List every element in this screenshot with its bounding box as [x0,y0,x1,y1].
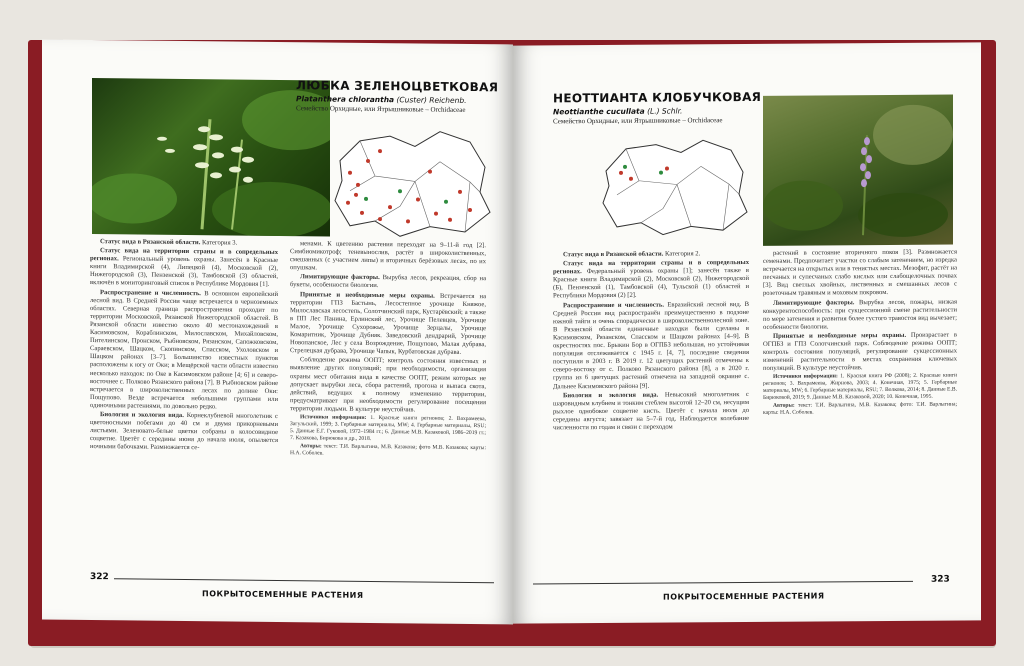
orchid-illustration-right [763,95,953,246]
status2-heading: Статус вида на территории страны и в сопредельных регионах. [90,247,278,263]
measures-heading: Принятые и необходимые меры охраны. [773,331,907,340]
biology-heading: Биология и экология вида. [100,411,184,419]
page-number: 323 [931,574,950,585]
distribution-map-left [320,120,500,242]
status-heading: Статус вида в Рязанской области. [563,250,664,259]
footer-rule [533,581,913,585]
col2-text1: менами. К цветению растения переходят на 9–11-й год [2]. Симбиомикотроф; теневынослив, растёт в широколиственных, смешанных (с участием липы) и вторичных берёзовых лесах, по их опушкам. [290,240,486,272]
page-footer: ПОКРЫТОСЕМЕННЫЕ РАСТЕНИЯ [202,589,364,600]
measures-heading: Принятые и необходимые меры охраны. [300,290,435,300]
species-title: ЛЮБКА ЗЕЛЕНОЦВЕТКОВАЯ [296,78,499,95]
latin-author: (L.) Schlr. [647,106,683,116]
orchid-illustration-left [92,78,330,236]
status2-text: Региональный уровень охраны. Занесён в Красные книги Владимирской (4), Липецкой (4), Московской (2), Нижегородской (3), Пензенской (3), Тамбовской (3) областей, включён в мониторинговый список в Республике Мордовия [1]. [90,255,278,289]
status-text: Категория 2. [665,250,701,258]
measures-text: Произрастает в ОГПБЗ и ГПЗ Солотчинский парк. Соблюдение режима ООПТ; контроль состояния популяций, регулирование сукцессионных изменений растительности в местах сохранения ключевых популяций. В культуре неустойчив. [763,331,957,373]
latin-genus-species: Neottianthe cucullata [553,106,645,117]
sources-heading: Источники информации: [300,414,367,421]
biology-text: Корнеклубневой многолетник с цветоносными побегами до 40 см и двумя прикорневыми листьями. Зеленовато-белые цветки собраны в колосовидное соцветие. Цветёт с середины июня до начала июля, опыляется ночными бабочками. Размножается се- [90,412,278,452]
right-column-1 [553,250,749,541]
right-page [513,42,981,623]
distribution-text: В основном европейский лесной вид. В Средней России чаще встречается в черноземных областях. Северная граница распространения проходит по территории Московской, Рязанской Нижегородской областей. В Рязанской области известно около 40 местонахождений в Касимовском, Кораблинском, Милославском, Михайловском, Пителинском, Пронском, Рыбновском, Рязанском, Сапожковском, Сараевском, Шацком, Скопинском, Спасском, Ухоловском и Шацком районах [3–7]. Большинство известных пунктов расположены к югу от Оки; в Мещёрской части области известно несколько находок: по Оке в Касимовском районе [4; 6] и северо-восточнее с. Полково Рязанского района [7]. В Рыбновском районе встречается в широколиственных лесах по долине Оки: Пощупово. Везде встречается небольшими группами или одиночными растениями, по довольно редко. [90,289,279,411]
authors-heading: Авторы: [773,403,795,410]
authors-text: текст: Т.И. Варлыгина, М.В. Казакова; фото М.В. Казакова; карты: Н.А. Соболев. [290,443,486,457]
limiting-heading: Лимитирующие факторы. [300,273,380,282]
latin-name [296,94,467,105]
page-number: 322 [90,572,109,583]
status-heading: Статус вида в Рязанской области. [100,238,201,247]
footer-rule [114,578,494,583]
left-column-2 [290,240,486,542]
limiting-text: Вырубка лесов, пожары, низкая конкурентоспособность: при сукцессионной смене растительности по мере затенения и развития более густого травостоя вид вычезает; особенности биологии. [763,298,957,331]
status-text: Категория 3. [202,239,238,247]
distribution-text: Евразийский лесной вид. В Средней России вид распространён преимущественно в подзоне южной тайги и очень спорадически в широколиственнолесной зоне. В Рязанской области единичные находки были сделаны в Касимовском, Рязанском, Спасском и Шацком районах [4–9]. В окрестностях пос. Брыкин Бор в ОГПБЗ небольшая, но устойчивая популяция отслеживается с 1945 г. [4, 7], последние сведения поступили в 2003 г. В 2019 г. 12 цветущих растений отмечены к северо-востоку от с. Полково Рязанского района [8], а в 2020 г. группа из 6 цветущих растений отмечена на западной окраине с. Дальнее Касимовского района [9]. [553,300,749,390]
col2-text2: Соблюдение режима ООПТ; контроль состояния известных и выявление других популяций; при необходимости, организация охраны мест обитания вида в качестве ООПТ, режим которых не допускает вырубки леса, сбора растений, прогона и выпаса скота, действий, ведущих к полному изменению территории, предусматривает при необходимости регулирование посещения территории людьми. В культуре неустойчив. [290,356,486,414]
latin-name [553,106,682,116]
orchid-photo-left [92,78,330,236]
family-line: Семейство Орхидные, или Ятрышниковые – Orchidaceae [553,116,723,126]
sources-text: 1. Красная книга РФ (2008); 2. Красные книги регионов; 3. Вахрамеева, Жирнова, 2003; 4. Конечная, 1975; 5. Гербарные материалы, MW; 6. Гербарные материалы, RSU; 7. Волкова, 2014; 8. Данные Е.В. Бирюковой, 2019; 9. Данные М.В. Казаковой, 2020; 10. Конечная, 1995. [763,372,957,402]
left-column-1 [90,238,278,540]
status2-text: Федеральный уровень охраны [1]; занесён также в Красные книги Владимирской (2), Московской (2), Нижегородской (Б), Пензенской (1), Тамбовской (4), Тульской (1) областей и Республики Мордовия (2) [2]. [553,267,749,300]
latin-genus-species: Platanthera chlorantha [296,94,395,105]
status2-heading: Статус вида на территории страны и в сопредельных регионах. [553,259,749,276]
authors-text: текст: Т.И. Варлыгина, М.В. Казакова; фото: Т.И. Варлыгина; карты: Н.А. Соболев. [763,401,957,417]
col2-text1: растений в состояние вторичного покоя [3]. Размножается семенами. Предпочитает участки со слабым затенением, но изредка встречается на открытых или в тенистых местах. Мезофит, растёт на песчаных и супесчаных слабо кислых или слабощелочных почвах [3]. Вид светлых хвойных, лиственных и смешанных лесов с розеточным травяным и моховым покровом. [763,248,957,298]
limiting-text: Вырубка лесов, рекреация, сбор на букеты, особенности биологии. [290,274,487,290]
page-footer: ПОКРЫТОСЕМЕННЫЕ РАСТЕНИЯ [663,591,825,602]
distribution-heading: Распространение и численность. [100,288,201,297]
family-line: Семейство Орхидные, или Ятрышниковые – Orchidaceae [296,104,466,114]
biology-text: Невысокий многолетник с шаровидным клубнем и тонким стеблем высотой 12–20 см, несущим рыхлое однобокое соцветие кисть. Цветёт с начала июля до середины августа; завязает на 5–7-й год. Наблюдается колебание численности по годам и связи с переходом [553,390,749,432]
distribution-heading: Распространение и численность. [563,301,665,309]
measures-text: Встречается на территории ГПЗ Бастынь, Лесостепное урочище Княжое, Милославская лесостепь, Солотчинский парк, Кустарёвский; а также в ПП Лес Панина, Ерлинский лес, Урочище Пелевцев, Урочище Малое, Урочище Сухорожье, Урочище Зерцалы, Урочище Комаритник, Урочище Дубняк. Заведовский дендрарий, Урочище Новопанское, Лес у села Возрождение, Пощупово, Малая дубрава, Стрелецкая дубрава, Урочище Чапык, Курбатовская дубрава. [290,292,487,357]
distribution-map-right [591,130,751,239]
biology-heading: Биология и экология вида. [563,391,659,399]
right-column-2 [763,249,957,540]
sources-text: 1. Красные книги регионов; 2. Вахрамеева, Загульский, 1999; 3. Гербарные материалы, MW; 4. Гербарные материалы, RSU; 5. Данные Е.Г. Гуковой, 1972–1984 гг.; 6. Данные М.В. Казаковой, 1986–2019 гг.; 7. Казакова, Бирюкова и др., 2018. [290,414,486,442]
latin-author: (Custer) Reichenb. [396,95,467,105]
sources-heading: Источники информации: [773,373,838,381]
orchid-photo-right [763,95,953,246]
authors-heading: Авторы: [300,443,322,450]
limiting-heading: Лимитирующие факторы. [773,298,855,307]
left-page [42,40,513,625]
species-title: НЕОТТИАНТА КЛОБУЧКОВАЯ [553,89,762,106]
